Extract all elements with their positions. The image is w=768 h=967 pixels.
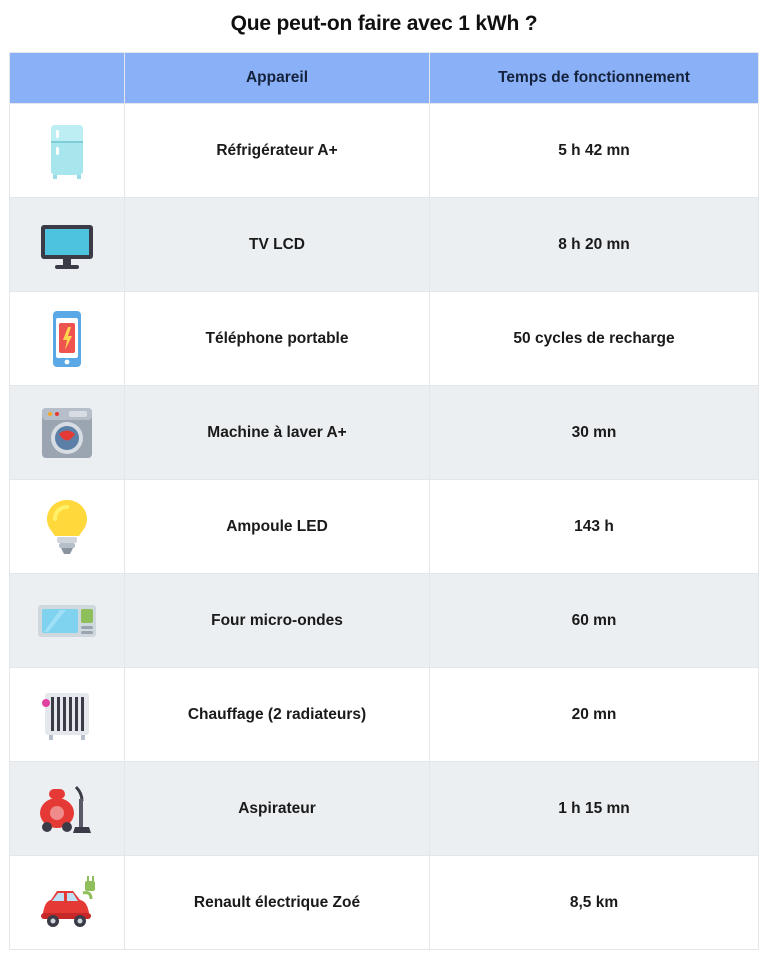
electric-car-icon bbox=[35, 871, 99, 935]
row-icon-cell bbox=[10, 668, 125, 762]
operating-time: 20 mn bbox=[430, 668, 759, 762]
table-row bbox=[10, 386, 759, 480]
operating-time: 60 mn bbox=[430, 574, 759, 668]
table-row bbox=[10, 292, 759, 386]
fridge-icon bbox=[35, 119, 99, 183]
radiator-icon bbox=[35, 683, 99, 747]
row-icon-cell bbox=[10, 292, 125, 386]
table-row bbox=[10, 198, 759, 292]
operating-time: 143 h bbox=[430, 480, 759, 574]
device-name: Aspirateur bbox=[125, 762, 430, 856]
table-header bbox=[10, 53, 759, 104]
device-name: Ampoule LED bbox=[125, 480, 430, 574]
header-device-column: Appareil bbox=[125, 53, 430, 104]
device-name: Machine à laver A+ bbox=[125, 386, 430, 480]
row-icon-cell bbox=[10, 198, 125, 292]
smartphone-icon bbox=[35, 307, 99, 371]
row-icon-cell bbox=[10, 856, 125, 950]
row-icon-cell bbox=[10, 762, 125, 856]
table-row bbox=[10, 574, 759, 668]
header-row bbox=[10, 53, 759, 104]
operating-time: 8,5 km bbox=[430, 856, 759, 950]
table-row bbox=[10, 856, 759, 950]
device-name: Renault électrique Zoé bbox=[125, 856, 430, 950]
device-name: Réfrigérateur A+ bbox=[125, 104, 430, 198]
row-icon-cell bbox=[10, 104, 125, 198]
table-row bbox=[10, 104, 759, 198]
table-row bbox=[10, 762, 759, 856]
header-icon-column bbox=[10, 53, 125, 104]
row-icon-cell bbox=[10, 480, 125, 574]
operating-time: 30 mn bbox=[430, 386, 759, 480]
operating-time: 1 h 15 mn bbox=[430, 762, 759, 856]
tv-icon bbox=[35, 213, 99, 277]
operating-time: 50 cycles de recharge bbox=[430, 292, 759, 386]
microwave-icon bbox=[35, 589, 99, 653]
header-time-column: Temps de fonctionnement bbox=[430, 53, 759, 104]
page-title: Que peut-on faire avec 1 kWh ? bbox=[230, 12, 538, 35]
row-icon-cell bbox=[10, 386, 125, 480]
operating-time: 8 h 20 mn bbox=[430, 198, 759, 292]
vacuum-icon bbox=[35, 777, 99, 841]
operating-time: 5 h 42 mn bbox=[430, 104, 759, 198]
table-row bbox=[10, 480, 759, 574]
table-body bbox=[10, 104, 759, 950]
lightbulb-icon bbox=[35, 495, 99, 559]
kwh-table bbox=[9, 52, 759, 950]
device-name: Four micro-ondes bbox=[125, 574, 430, 668]
device-name: Téléphone portable bbox=[125, 292, 430, 386]
row-icon-cell bbox=[10, 574, 125, 668]
table-row bbox=[10, 668, 759, 762]
device-name: Chauffage (2 radiateurs) bbox=[125, 668, 430, 762]
device-name: TV LCD bbox=[125, 198, 430, 292]
washing-machine-icon bbox=[35, 401, 99, 465]
